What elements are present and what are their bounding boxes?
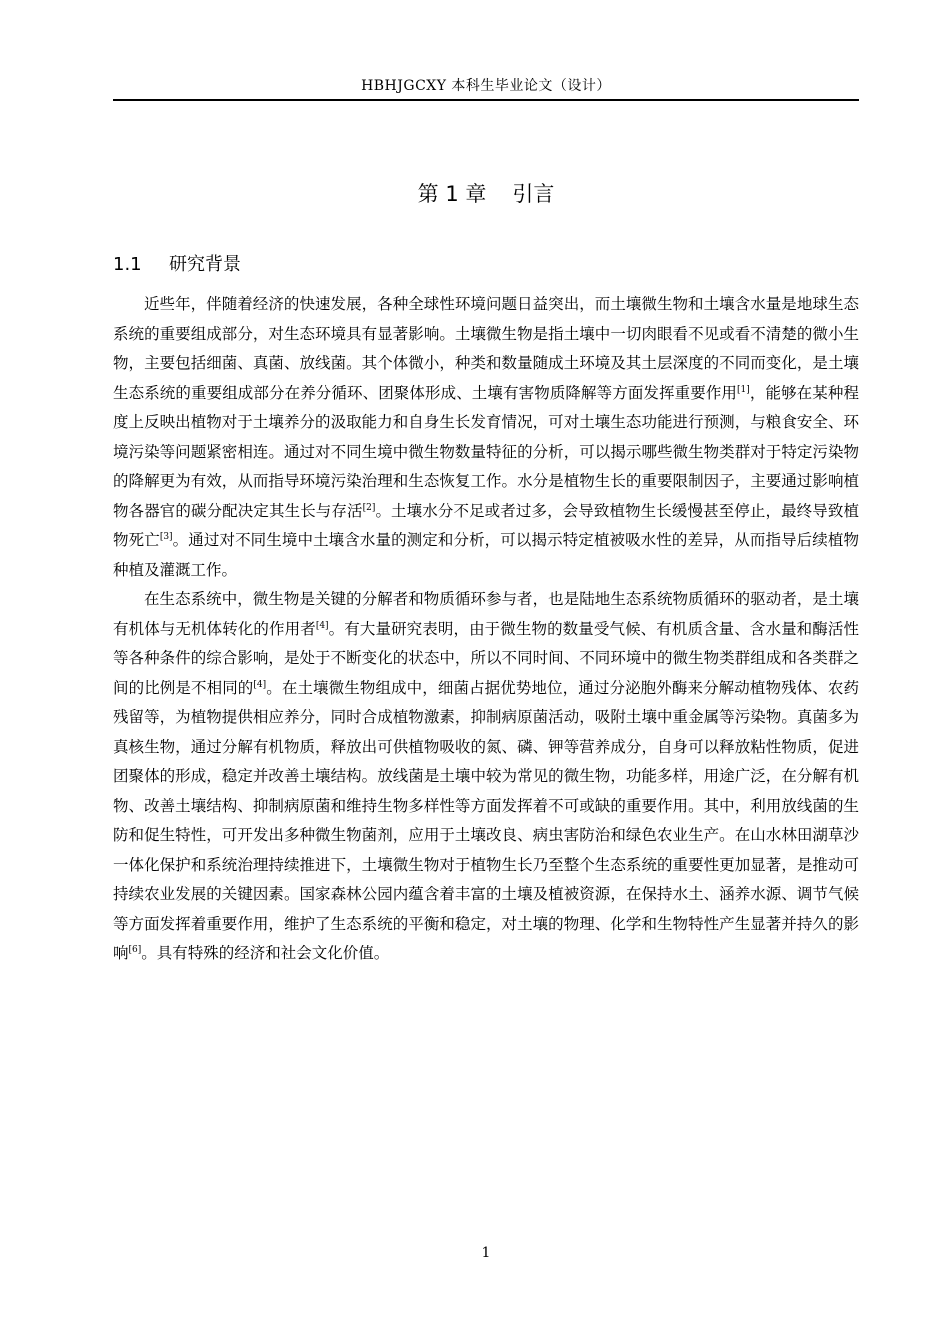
text-run: 。有大量研究表明，由于微生物的数量受气候、有机质含量、含水量和酶活性等各种条件的综合影响，是处于不断变化的状态中，所以不同时间、不同环境中的微生物类群组成和各类群之间的比例是不相同的 bbox=[113, 619, 859, 697]
text-run: ，能够在某种程度上反映出植物对于土壤养分的汲取能力和自身生长发育情况，可对土壤生态功能进行预测，与粮食安全、环境污染等问题紧密相连。通过对不同生境中微生物数量特征的分析，可以揭示哪些微生物类群对于特定污染物的降解更为有效，从而指导环境污染治理和生态恢复工作。水分是植物生长的重要限制因子，主要通过影响植物各器官的碳分配决定其生长与存活 bbox=[113, 383, 859, 520]
text-run: 近些年，伴随着经济的快速发展，各种全球性环境问题日益突出，而土壤微生物和土壤含水量是地球生态系统的重要组成部分，对生态环境具有显著影响。土壤微生物是指土壤中一切肉眼看不见或看不清楚的微小生物，主要包括细菌、真菌、放线菌。其个体微小，种类和数量随成土环境及其土层深度的不同而变化，是土壤生态系统的重要组成部分在养分循环、团聚体形成、土壤有害物质降解等方面发挥重要作用 bbox=[113, 295, 859, 402]
citation-ref[interactable]: [6] bbox=[128, 945, 142, 955]
citation-ref[interactable]: [3] bbox=[159, 532, 173, 542]
text-run: 在生态系统中，微生物是关键的分解者和物质循环参与者，也是陆地生态系统物质循环的驱动者，是土壤有机体与无机体转化的作用者 bbox=[113, 590, 859, 638]
page-number: 1 bbox=[481, 1245, 491, 1261]
citation-ref[interactable]: [4] bbox=[253, 679, 267, 690]
header-rule bbox=[113, 99, 859, 101]
paragraph bbox=[113, 290, 859, 585]
section-title: 研究背景 bbox=[169, 254, 241, 275]
section-heading bbox=[113, 252, 241, 278]
text-run: 。在土壤微生物组成中，细菌占据优势地位，通过分泌胞外酶来分解动植物残体、农药残留等，为植物提供相应养分，同时合成植物激素，抑制病原菌活动，吸附土壤中重金属等污染物。真菌多为真核生物，通过分解有机物质，释放出可供植物吸收的氮、磷、钾等营养成分，自身可以释放粘性物质，促进团聚体的形成，稳定并改善土壤结构。放线菌是土壤中较为常见的微生物，功能多样，用途广泛，在分解有机物、改善土壤结构、抑制病原菌和维持生物多样性等方面发挥着不可或缺的重要作用。其中，利用放线菌的生防和促生特性，可开发出多种微生物菌剂，应用于土壤改良、病虫害防治和绿色农业生产。在山水林田湖草沙一体化保护和系统治理持续推进下，土壤微生物对于植物生长乃至整个生态系统的重要性更加显著，是推动可持续农业发展的关键因素。国家森林公园内蕴含着丰富的土壤及植被资源，在保持水土、涵养水源、调节气候等方面发挥着重要作用，维护了生态系统的平衡和稳定，对土壤的物理、化学和生物特性产生显著并持久的影响 bbox=[113, 678, 859, 962]
chapter-title bbox=[113, 180, 859, 208]
chapter-label: 第 1 章 bbox=[417, 182, 487, 206]
body-text bbox=[113, 290, 859, 969]
running-header: HBHJGCXY 本科生毕业论文（设计） bbox=[361, 78, 611, 94]
text-run: 。土壤水分不足或者过多，会导致植物生长缓慢甚至停止，最终导致植物死亡 bbox=[113, 501, 859, 549]
text-run: 。具有特殊的经济和社会文化价值。 bbox=[141, 944, 390, 962]
citation-ref[interactable]: [2] bbox=[362, 502, 376, 513]
citation-ref[interactable]: [1] bbox=[737, 384, 750, 395]
paragraph bbox=[113, 585, 859, 969]
chapter-name: 引言 bbox=[512, 182, 555, 206]
text-run: 。通过对不同生境中土壤含水量的测定和分析，可以揭示特定植被吸水性的差异，从而指导后续植物种植及灌溉工作。 bbox=[113, 531, 859, 579]
citation-ref[interactable]: [4] bbox=[315, 620, 329, 631]
section-number: 1.1 bbox=[113, 254, 142, 275]
